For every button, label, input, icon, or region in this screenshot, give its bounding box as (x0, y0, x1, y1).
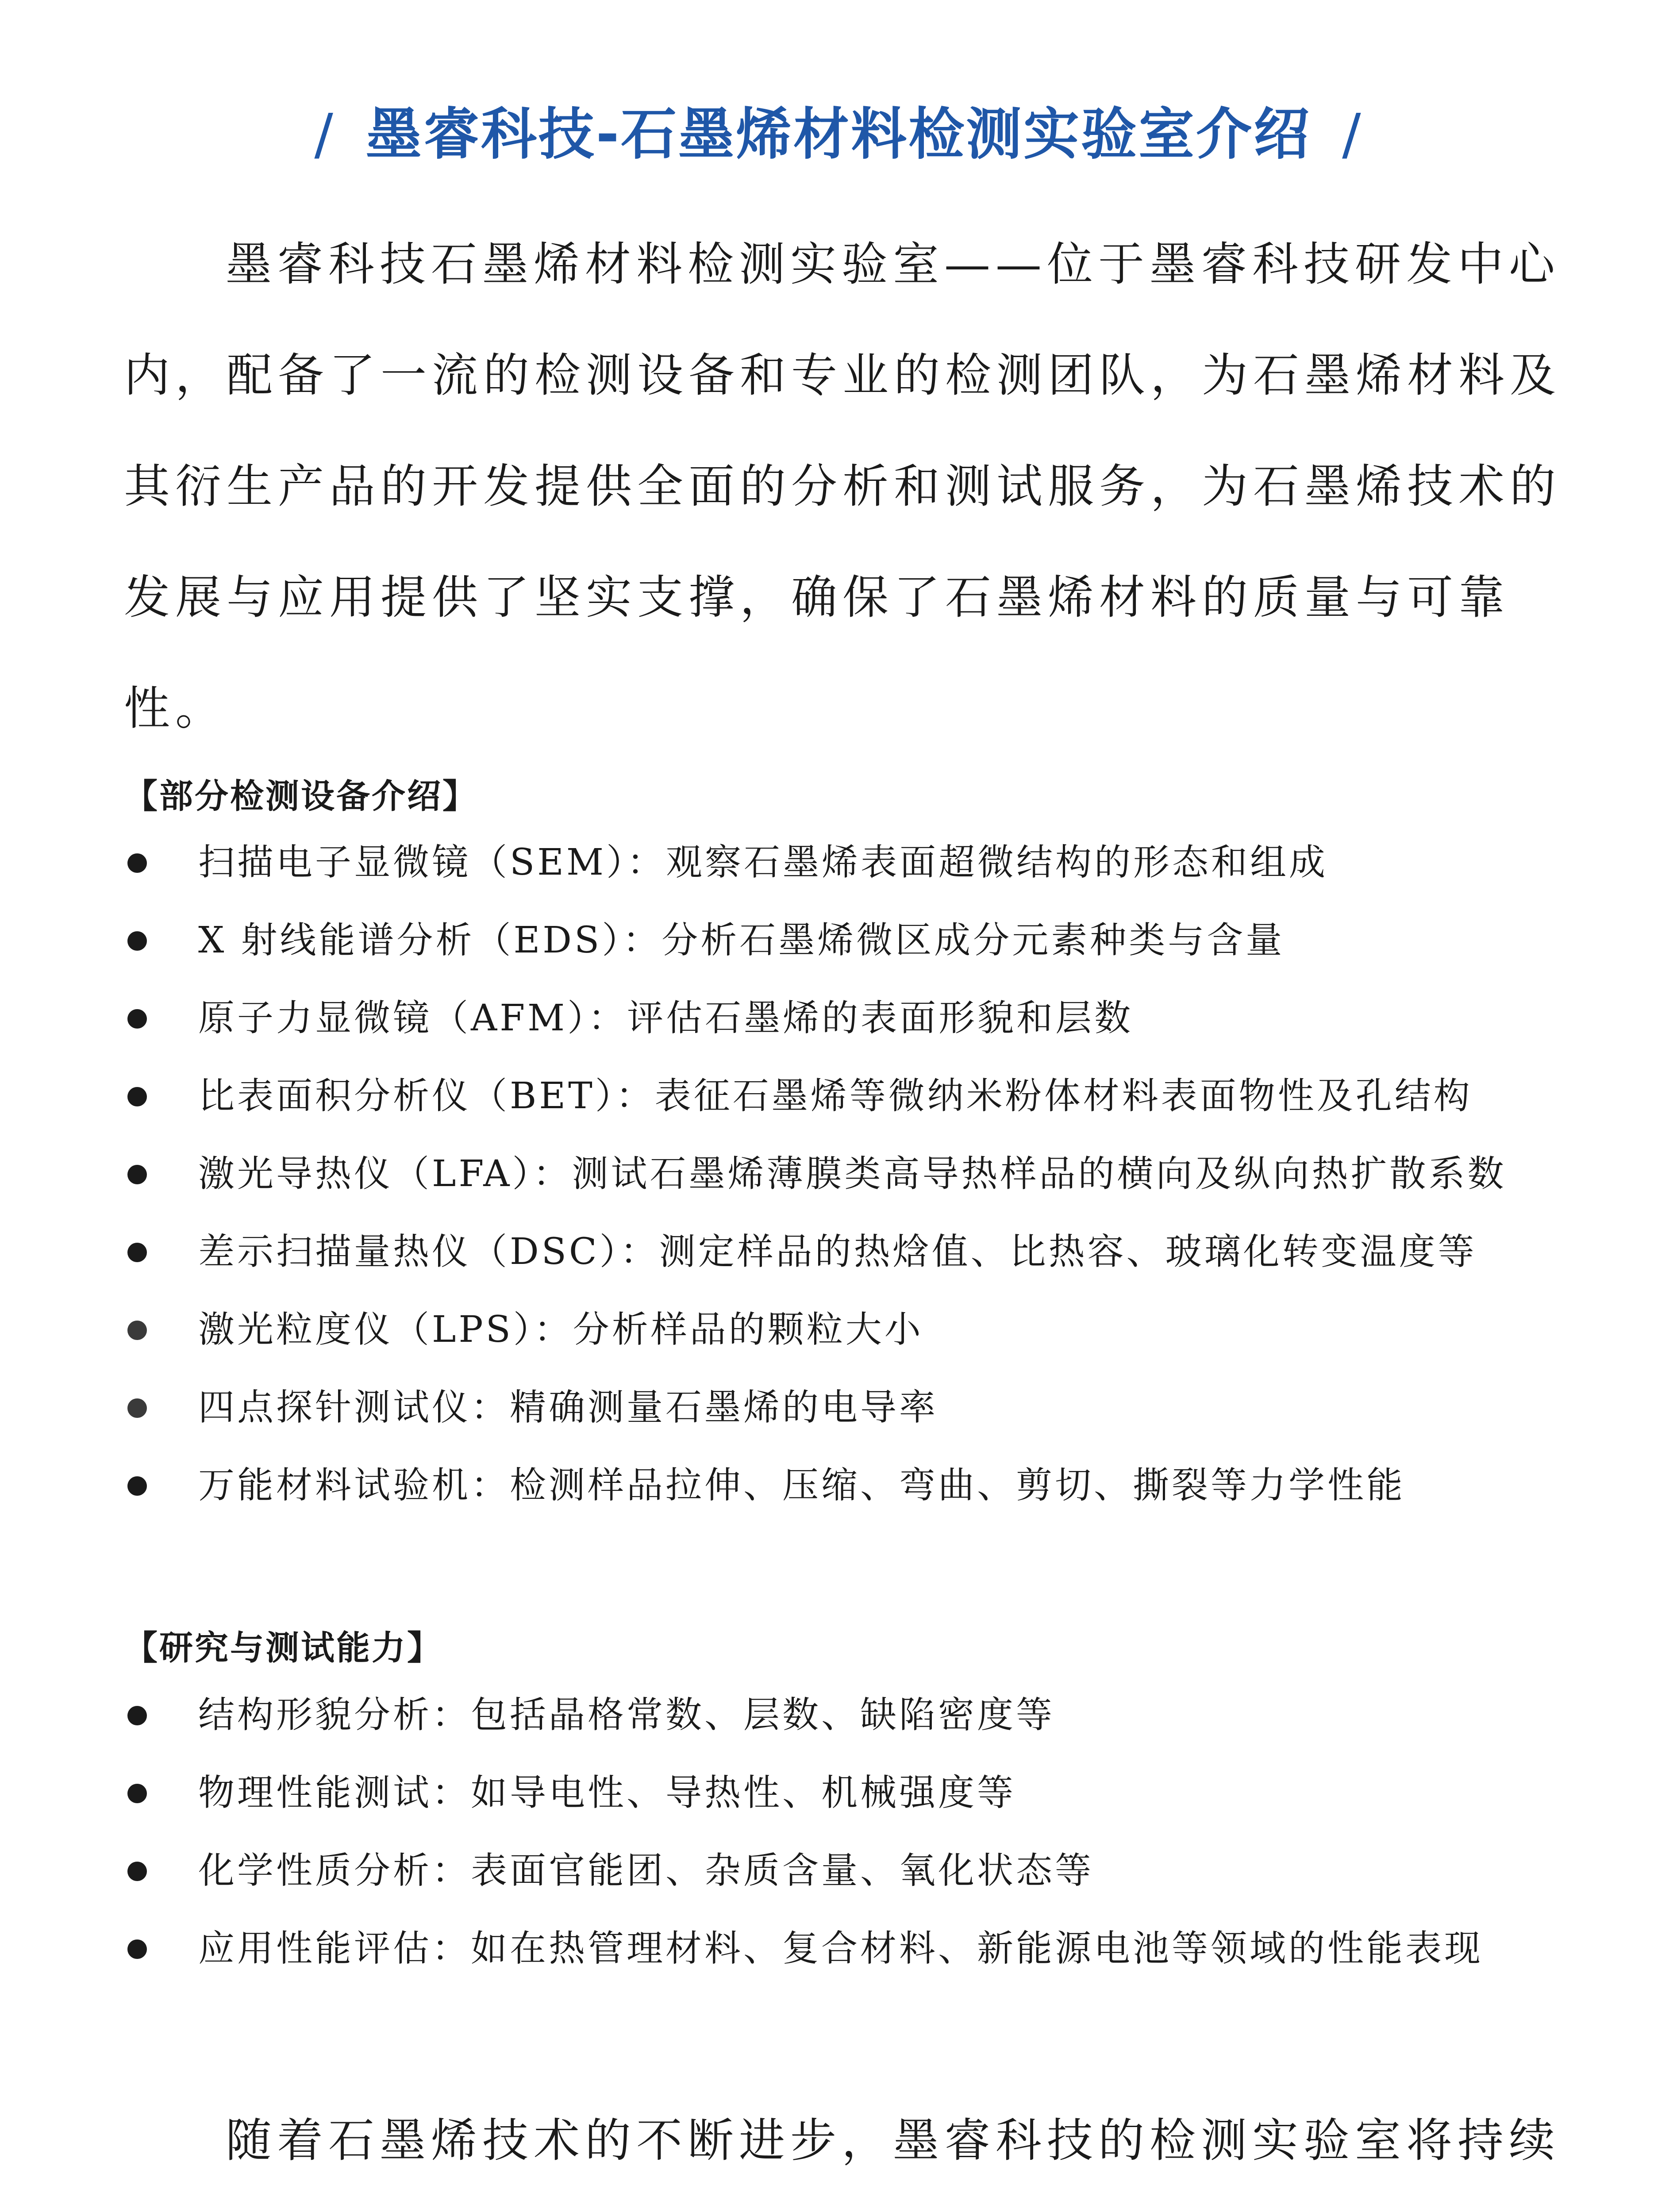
list-item (124, 1461, 1584, 1539)
bullet-icon (127, 1243, 147, 1262)
bullet-icon (127, 1087, 147, 1106)
list-item (124, 1072, 1584, 1150)
list-item (124, 838, 1584, 916)
list-item (124, 1769, 1584, 1847)
bullet-icon (127, 1939, 147, 1959)
list-item (124, 1691, 1584, 1769)
bullet-icon (127, 1009, 147, 1029)
title-text: 墨睿科技-石墨烯材料检测实验室介绍 (365, 102, 1312, 167)
list-item (124, 1847, 1584, 1924)
bullet-icon (127, 1321, 147, 1340)
list-item-text: 激光导热仪（LFA）：测试石墨烯薄膜类高导热样品的横向及纵向热扩散系数 (198, 1153, 1507, 1195)
list-item-text: 物理性能测试：如导电性、导热性、机械强度等 (198, 1772, 1016, 1814)
bullet-icon (127, 1784, 147, 1803)
list-item-text: 差示扫描量热仪（DSC）：测定样品的热焓值、比热容、玻璃化转变温度等 (198, 1231, 1477, 1273)
list-item-text: 激光粒度仪（LPS）：分析样品的颗粒大小 (198, 1309, 923, 1351)
bullet-icon (127, 853, 147, 873)
bullet-icon (127, 1476, 147, 1496)
list-item-text: 结构形貌分析：包括晶格常数、层数、缺陷密度等 (198, 1694, 1055, 1736)
list-item-text: 原子力显微镜（AFM）：评估石墨烯的表面形貌和层数 (198, 997, 1134, 1039)
closing-paragraph: 随着石墨烯技术的不断进步，墨睿科技的检测实验室将持续 (226, 2113, 1561, 2167)
list-item (124, 1383, 1584, 1461)
equipment-heading: 【部分检测设备介绍】 (124, 776, 478, 816)
title-slash-left: / (314, 102, 335, 167)
list-item-text: 化学性质分析：表面官能团、杂质含量、氧化状态等 (198, 1850, 1094, 1892)
bullet-icon (127, 931, 147, 951)
list-item-text: 万能材料试验机：检测样品拉伸、压缩、弯曲、剪切、撕裂等力学性能 (198, 1464, 1406, 1506)
list-item (124, 916, 1584, 994)
list-item (124, 1924, 1584, 2002)
title-slash-right: / (1342, 102, 1363, 167)
list-item-text: 比表面积分析仪（BET）：表征石墨烯等微纳米粉体材料表面物性及孔结构 (198, 1075, 1473, 1117)
page-title (0, 99, 1677, 170)
list-item (124, 1150, 1584, 1228)
list-item (124, 1228, 1584, 1306)
list-item (124, 994, 1584, 1072)
list-item (124, 1306, 1584, 1383)
list-item-text: X 射线能谱分析（EDS）：分析石墨烯微区成分元素种类与含量 (198, 919, 1285, 961)
research-heading: 【研究与测试能力】 (124, 1628, 442, 1667)
list-item-text: 四点探针测试仪：精确测量石墨烯的电导率 (198, 1386, 939, 1429)
bullet-icon (127, 1398, 147, 1418)
bullet-icon (127, 1862, 147, 1881)
equipment-list (124, 838, 1584, 1539)
research-list (124, 1691, 1584, 2002)
bullet-icon (127, 1706, 147, 1725)
list-item-text: 应用性能评估：如在热管理材料、复合材料、新能源电池等领域的性能表现 (198, 1928, 1484, 1970)
bullet-icon (127, 1165, 147, 1184)
intro-paragraph: 墨睿科技石墨烯材料检测实验室——位于墨睿科技研发中心内，配备了一流的检测设备和专业的检测团队，为石墨烯材料及其衍生产品的开发提供全面的分析和测试服务，为石墨烯技术的发展与应用提供了坚实支撑，确保了石墨烯材料的质量与可靠性。 (124, 237, 1562, 735)
list-item-text: 扫描电子显微镜（SEM）：观察石墨烯表面超微结构的形态和组成 (198, 841, 1328, 883)
